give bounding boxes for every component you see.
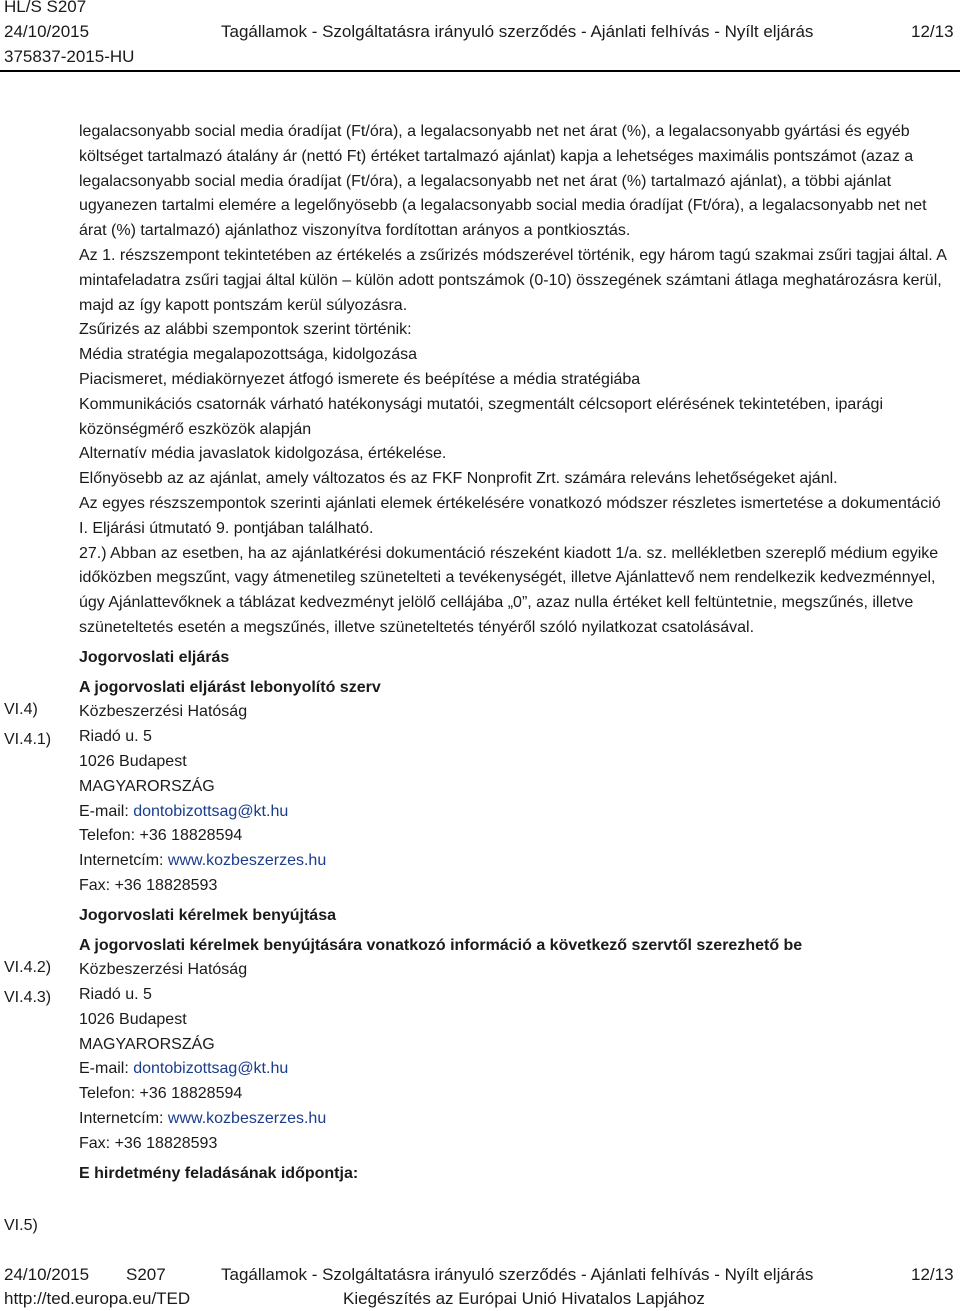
section-title-vi4: Jogorvoslati eljárás bbox=[79, 648, 230, 666]
paragraph: Alternatív média javaslatok kidolgozása, értékelése. bbox=[79, 445, 447, 463]
paragraph: Piacismeret, médiakörnyezet átfogó ismerete és beépítése a média stratégiába bbox=[79, 370, 641, 388]
address-phone: Telefon: +36 18828594 bbox=[79, 827, 243, 845]
address-country: MAGYARORSZÁG bbox=[79, 777, 215, 795]
paragraph: Média stratégia megalapozottsága, kidolgozása bbox=[79, 346, 417, 364]
email-label: E-mail: bbox=[79, 1060, 134, 1078]
paragraph: Előnyösebb az az ajánlat, amely változatos és az FKF Nonprofit Zrt. számára releváns lehetőségeket ajánl. bbox=[79, 470, 838, 488]
document-body bbox=[79, 120, 954, 1186]
section-title-vi43: A jogorvoslati kérelmek benyújtására vonatkozó információ a következő szervtől szerezhető be bbox=[79, 936, 803, 954]
page-footer bbox=[0, 1263, 960, 1311]
section-label-vi4: VI.4) bbox=[4, 701, 38, 718]
footer-url[interactable]: http://ted.europa.eu/TED bbox=[4, 1289, 191, 1308]
doc-number: 375837-2015-HU bbox=[4, 47, 135, 66]
section-label-vi5: VI.5) bbox=[4, 1217, 38, 1234]
email-link[interactable]: dontobizottsag@kt.hu bbox=[133, 1060, 289, 1078]
address-name: Közbeszerzési Hatóság bbox=[79, 961, 248, 979]
web-link[interactable]: www.kozbeszerzes.hu bbox=[167, 1110, 327, 1128]
address-phone: Telefon: +36 18828594 bbox=[79, 1085, 243, 1103]
doc-code: HL/S S207 bbox=[4, 0, 87, 16]
footer-publisher: Kiegészítés az Európai Unió Hivatalos Lapjához bbox=[343, 1289, 705, 1308]
address-fax: Fax: +36 18828593 bbox=[79, 1134, 218, 1152]
paragraph: legalacsonyabb social media óradíjat (Ft/óra), a legalacsonyabb net net árat (%), a legalacsonyabb gyártási és egyéb költséget tartalmazó átalány ár (nettó Ft) értéket tartalmazó ajánlat) kapja a lehetséges maximális pontszámot (azaz a legalacsonyabb social media óradíjat (Ft/óra), a legalacsonyabb net net árat (%) tartalmazó ajánlat), a többi ajánlat ugyanezen tartalmi elemére a legelőnyösebb (a legalacsonyabb social media óradíjat (Ft/óra), a legalacsonyabb net net árat (%) tartalmazó) ajánlathoz viszonyítva fordítottan arányos a pontkiosztás. bbox=[79, 123, 927, 240]
address-email-line bbox=[79, 1057, 954, 1082]
address-street: Riadó u. 5 bbox=[79, 728, 152, 746]
email-link[interactable]: dontobizottsag@kt.hu bbox=[133, 802, 289, 820]
header-title: Tagállamok - Szolgáltatásra irányuló szerződés - Ajánlati felhívás - Nyílt eljárás bbox=[221, 22, 814, 41]
address-street: Riadó u. 5 bbox=[79, 986, 152, 1004]
address-name: Közbeszerzési Hatóság bbox=[79, 703, 248, 721]
paragraph: Az 1. részszempont tekintetében az értékelés a zsűrizés módszerével történik, egy három tagú szakmai zsűri tagjai által. A mintafeladatra zsűri tagjai által külön – külön adott pontszámok (0-10) összegének számtani átlaga meghatározásra kerül, majd az így kapott pontszám kerül súlyozásra. bbox=[79, 246, 947, 314]
header-page-number: 12/13 bbox=[911, 22, 954, 41]
footer-code: S207 bbox=[126, 1265, 166, 1284]
web-link[interactable]: www.kozbeszerzes.hu bbox=[167, 852, 327, 870]
section-title-vi5: E hirdetmény feladásának időpontja: bbox=[79, 1164, 359, 1182]
footer-page-number: 12/13 bbox=[911, 1265, 954, 1284]
header-rule bbox=[0, 70, 960, 72]
page-header bbox=[0, 0, 960, 72]
header-date: 24/10/2015 bbox=[4, 22, 90, 41]
address-country: MAGYARORSZÁG bbox=[79, 1035, 215, 1053]
footer-date: 24/10/2015 bbox=[4, 1265, 90, 1284]
address-web-line bbox=[79, 849, 954, 874]
web-label: Internetcím: bbox=[79, 852, 168, 870]
paragraph: Zsűrizés az alábbi szempontok szerint történik: bbox=[79, 321, 412, 339]
section-label-vi43: VI.4.3) bbox=[4, 989, 52, 1006]
address-city: 1026 Budapest bbox=[79, 1010, 187, 1028]
email-label: E-mail: bbox=[79, 802, 134, 820]
paragraph: Az egyes részszempontok szerinti ajánlati elemek értékelésére vonatkozó módszer részletes ismertetése a dokumentáció I. Eljárási útmutató 9. pontjában található. bbox=[79, 494, 941, 537]
section-label-vi42: VI.4.2) bbox=[4, 959, 52, 976]
address-email-line bbox=[79, 800, 954, 825]
section-label-vi41: VI.4.1) bbox=[4, 731, 52, 748]
address-fax: Fax: +36 18828593 bbox=[79, 876, 218, 894]
web-label: Internetcím: bbox=[79, 1110, 168, 1128]
footer-title: Tagállamok - Szolgáltatásra irányuló szerződés - Ajánlati felhívás - Nyílt eljárás bbox=[221, 1265, 814, 1284]
paragraph: Kommunikációs csatornák várható hatékonysági mutatói, szegmentált célcsoport elérésének tekintetében, iparági közönségmérő eszközök alapján bbox=[79, 395, 883, 438]
address-web-line bbox=[79, 1107, 954, 1132]
section-title-vi42: Jogorvoslati kérelmek benyújtása bbox=[79, 906, 336, 924]
section-title-vi41: A jogorvoslati eljárást lebonyolító szerv bbox=[79, 678, 381, 696]
address-city: 1026 Budapest bbox=[79, 752, 187, 770]
paragraph: 27.) Abban az esetben, ha az ajánlatkérési dokumentáció részeként kiadott 1/a. sz. mellékletben szereplő médium egyike időközben megszűnt, vagy átmenetileg szünetelteti a tevékenységét, illetve Ajánlattevő nem rendelkezik kedvezménnyel, úgy Ajánlattevőknek a táblázat kedvezményt jelölő cellájába „0”, azaz nulla értéket kell feltüntetnie, megszűnés, illetve szüneteltetés esetén a megszűnés, illetve szüneteltetés tényéről szóló nyilatkozat csatolásával. bbox=[79, 544, 939, 636]
